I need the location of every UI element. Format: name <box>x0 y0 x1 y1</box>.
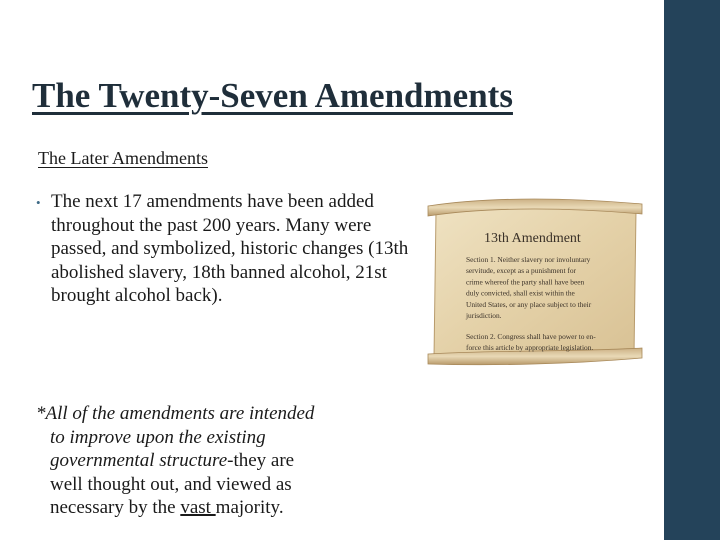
slide-subtitle: The Later Amendments <box>38 148 208 168</box>
note-emphasis: governmental structure <box>50 450 228 471</box>
scroll-section-1-line: Section 1. Neither slavery nor involuntary <box>466 255 591 264</box>
scroll-section-1-line: duly convicted, shall exist within the <box>466 288 575 298</box>
note-line-3 <box>36 449 416 473</box>
slide-title: The Twenty-Seven Amendments <box>32 76 513 115</box>
scroll-section-1-line: crime whereof the party shall have been <box>466 277 585 287</box>
amendment-scroll-image <box>424 196 646 368</box>
right-sidebar-band <box>664 0 720 540</box>
scroll-section-2-line: force this article by appropriate legislation. <box>466 343 594 353</box>
note-line-5-start: necessary by the <box>50 497 181 518</box>
note-line-1: *All of the amendments are intended <box>36 403 315 424</box>
note-line-3-rest: -they are <box>227 450 295 471</box>
note-underlined-word: vast <box>180 497 216 518</box>
note-line-5 <box>36 496 416 520</box>
scroll-section-1-line: United States, or any place subject to their <box>466 299 592 309</box>
scroll-heading: 13th Amendment <box>484 231 581 246</box>
bullet-item <box>36 190 412 308</box>
scroll-section-1-line: servitude, except as a punishment for <box>466 266 577 276</box>
note-line-5-end: majority. <box>215 497 284 518</box>
bullet-text: The next 17 amendments have been added throughout the past 200 years. Many were passed, and symbolized, historic changes (13th abolished slavery, 18th banned alcohol, 21st brought alcohol back). <box>51 191 409 306</box>
bullet-icon: • <box>36 195 41 210</box>
note-line-2: to improve upon the existing <box>50 426 266 448</box>
scroll-section-1-line: jurisdiction. <box>466 311 502 320</box>
scroll-section-2-line: Section 2. Congress shall have power to en- <box>466 332 596 341</box>
note-line-4: well thought out, and viewed as <box>50 473 292 495</box>
note-paragraph <box>36 402 416 520</box>
